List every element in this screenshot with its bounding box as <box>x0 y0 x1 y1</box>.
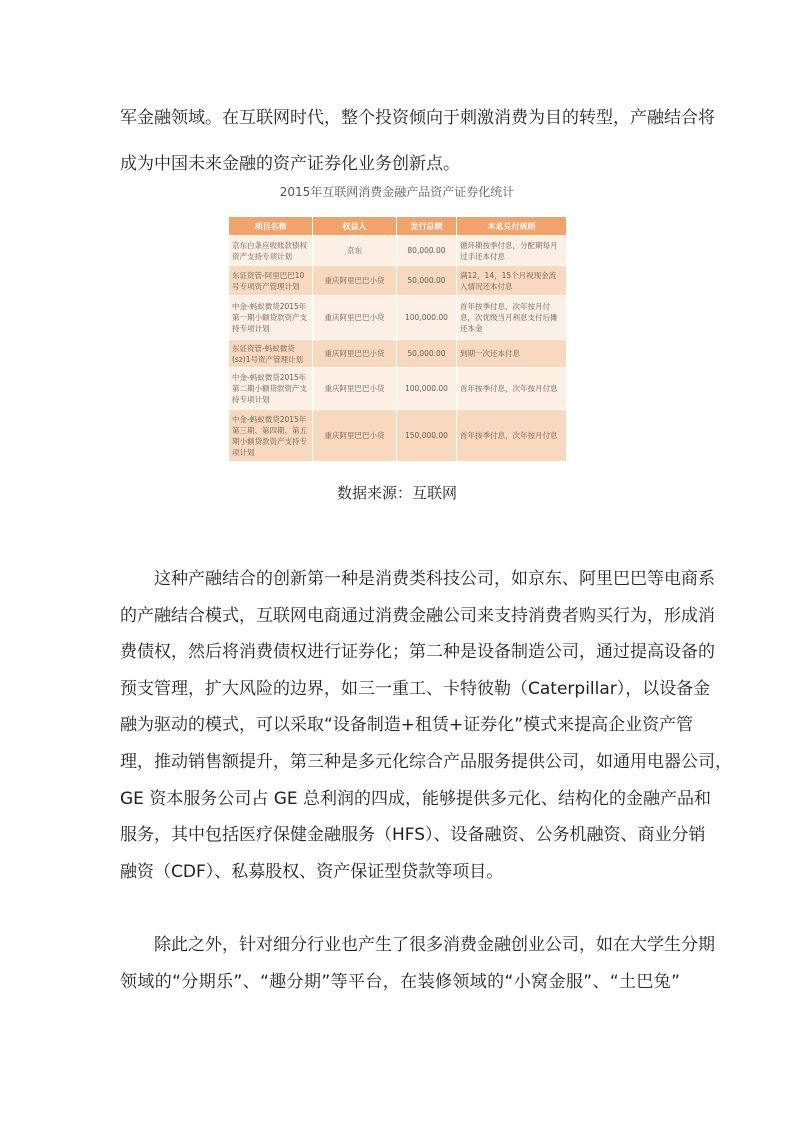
text-line: 成为中国未来金融的资产证券化业务创新点。 <box>120 154 460 174</box>
project-name-cell: 东证资管-阿里巴巴10号专项资产管理计划 <box>229 266 313 296</box>
holder-cell: 重庆阿里巴巴小贷 <box>313 340 397 368</box>
rule-cell: 首年按季付息，次年按月付息，次优级当月利息支付后摊还本金 <box>457 296 567 340</box>
figure-title: 2015年互联网消费金融产品资产证券化统计 <box>279 185 515 199</box>
amount-cell: 80,000.00 <box>397 236 457 266</box>
text-line: GE 资本服务公司占 GE 总利润的四成，能够提供多元化、结构化的金融产品和 <box>120 788 712 809</box>
holder-cell: 重庆阿里巴巴小贷 <box>313 266 397 296</box>
text-line: 的产融结合模式，互联网电商通过消费金融公司来支持消费者购买行为，形成消 <box>120 605 715 626</box>
rule-cell: 到期一次还本付息 <box>457 340 567 368</box>
text-line: 军金融领域。在互联网时代，整个投资倾向于刺激消费为目的转型，产融结合将 <box>120 108 715 128</box>
table-row <box>229 410 567 462</box>
project-name-cell: 京东白条应收账款债权资产支持专项计划 <box>229 236 313 266</box>
table-row <box>229 266 567 296</box>
text-line: 费债权，然后将消费债权进行证券化；第二种是设备制造公司，通过提高设备的 <box>120 642 715 663</box>
intro-paragraph <box>120 102 715 180</box>
holder-cell: 重庆阿里巴巴小贷 <box>313 368 397 410</box>
rule-cell: 循环期按季付息，分配期每月过手还本付息 <box>457 236 567 266</box>
body-paragraph-2 <box>120 927 715 1000</box>
text-line: 预支管理，扩大风险的边界，如三一重工、卡特彼勒（Caterpillar），以设备金 <box>120 678 711 699</box>
text-line: 理，推动销售额提升，第三种是多元化综合产品服务提供公司，如通用电器公司， <box>120 751 732 772</box>
text-line: 融资（CDF）、私募股权、资产保证型贷款等项目。 <box>120 861 504 882</box>
project-name-cell: 中金-蚂蚁微贷2015年第一期小额贷款资产支持专项计划 <box>229 296 313 340</box>
amount-cell: 100,000.00 <box>397 296 457 340</box>
figure-caption: 数据来源：互联网 <box>336 484 457 502</box>
holder-cell: 重庆阿里巴巴小贷 <box>313 296 397 340</box>
amount-cell: 100,000.00 <box>397 368 457 410</box>
column-header: 发行总额 <box>397 217 457 236</box>
project-name-cell: 中金-蚂蚁微贷2015年第三期、第四期、第五期小额贷款资产支持专项计划 <box>229 410 313 462</box>
holder-cell: 重庆阿里巴巴小贷 <box>313 410 397 462</box>
rule-cell: 满12，14，15个月视现金流入情况还本付息 <box>457 266 567 296</box>
table-header-row <box>229 217 567 236</box>
text-line: 融为驱动的模式，可以采取“设备制造+租赁+证券化”模式来提高企业资产管 <box>120 715 694 736</box>
table-row <box>229 368 567 410</box>
rule-cell: 首年按季付息，次年按月付息 <box>457 410 567 462</box>
amount-cell: 50,000.00 <box>397 340 457 368</box>
table-row <box>229 340 567 368</box>
table-row <box>229 236 567 266</box>
amount-cell: 50,000.00 <box>397 266 457 296</box>
column-header: 权益人 <box>313 217 397 236</box>
column-header: 本息兑付规则 <box>457 217 567 236</box>
holder-cell: 京东 <box>313 236 397 266</box>
rule-cell: 首年按季付息，次年按月付息 <box>457 368 567 410</box>
abs-statistics-table <box>228 216 567 462</box>
column-header: 项目名称 <box>229 217 313 236</box>
text-line: 除此之外，针对细分行业也产生了很多消费金融创业公司，如在大学生分期 <box>154 935 715 955</box>
text-line: 服务，其中包括医疗保健金融服务（HFS）、设备融资、公务机融资、商业分销 <box>120 825 706 846</box>
text-line: 这种产融结合的创新第一种是消费类科技公司，如京东、阿里巴巴等电商系 <box>154 569 715 589</box>
text-line: 领域的“分期乐”、“趣分期”等平台，在装修领域的“小窝金服”、“土巴兔” <box>120 971 680 992</box>
body-paragraph-1 <box>120 561 732 890</box>
project-name-cell: 东证资管-蚂蚁微贷(sz)1号资产管理计划 <box>229 340 313 368</box>
amount-cell: 150,000.00 <box>397 410 457 462</box>
table-row <box>229 296 567 340</box>
project-name-cell: 中金-蚂蚁微贷2015年第二期小额贷款资产支持专项计划 <box>229 368 313 410</box>
